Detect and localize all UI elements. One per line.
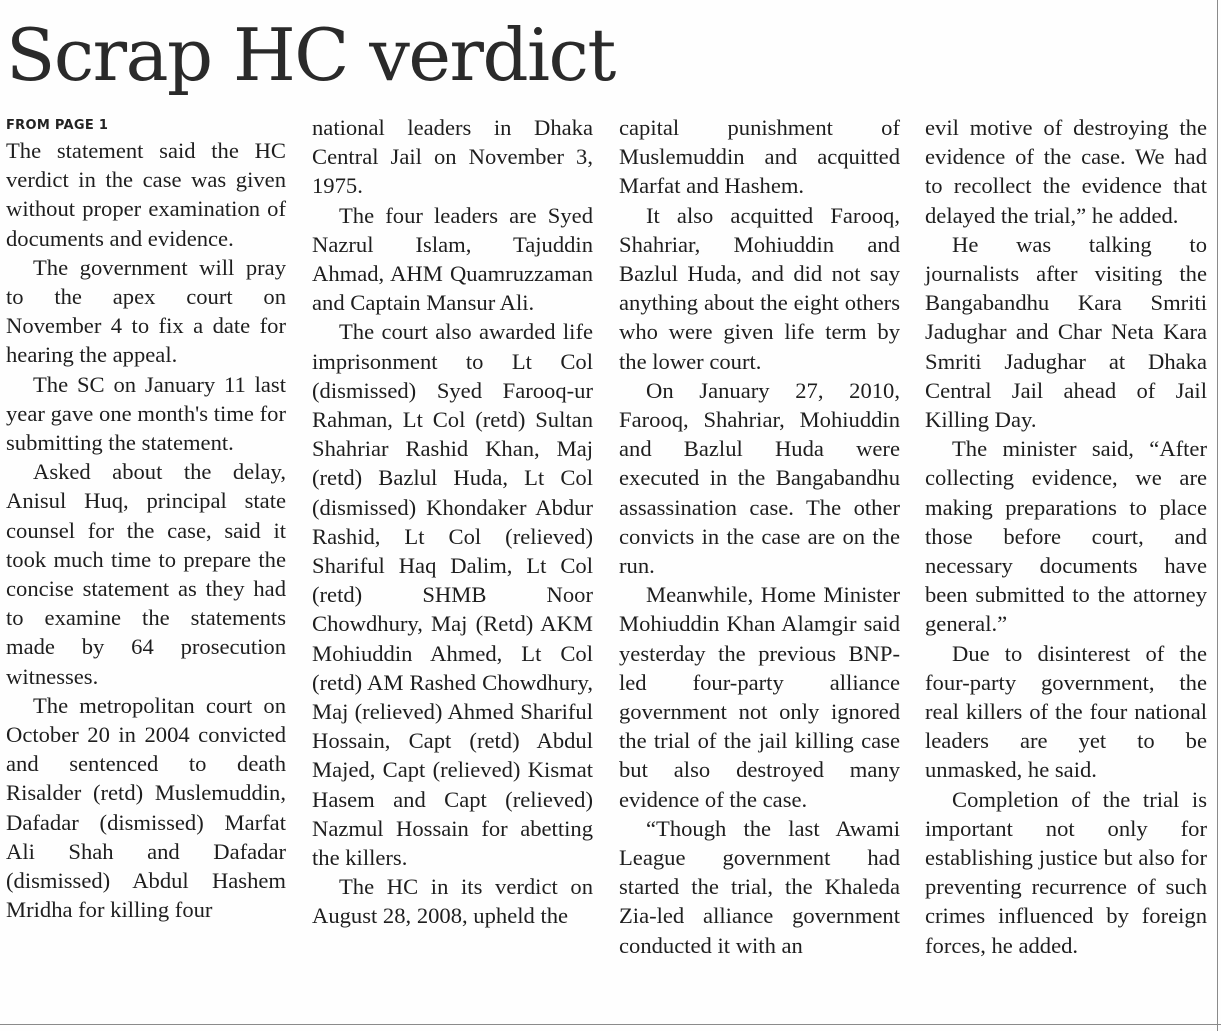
paragraph: Asked about the delay, Anisul Huq, principal state counsel for the case, said it took much time to prepare the concise statement as they had to examine the statements made by 64 prosecution witnesses. (6, 459, 286, 689)
paragraph: Completion of the trial is important not only for establishing justice but also for preventing recurrence of such crimes influenced by foreign forces, he added. (925, 786, 1207, 958)
article-column-1 (6, 113, 286, 924)
paragraph: The court also awarded life imprisonment to Lt Col (dismissed) Syed Farooq-ur Rahman, Lt Col (retd) Sultan Shahriar Rashid Khan, Maj (retd) Bazlul Huda, Lt Col (dismissed) Khondaker Abdur Rashid, Lt Col (relieved) Shariful Haq Dalim, Lt Col (retd) SHMB Noor Chowdhury, Maj (Retd) AKM Mohiuddin Ahmed, Lt Col (retd) AM Rashed Chowdhury, Maj (relieved) Ahmed Shariful Hossain, Capt (retd) Abdul Majed, Capt (relieved) Kismat Hasem and Capt (relieved) Nazmul Hossain for abetting the killers. (312, 319, 593, 871)
paragraph: capital punishment of Muslemuddin and acquitted Marfat and Hashem. (619, 115, 900, 199)
paragraph: The government will pray to the apex court on November 4 to fix a date for hearing the appeal. (6, 254, 286, 368)
continued-from-label: FROM PAGE 1 (6, 118, 109, 133)
paragraph: The minister said, “After collecting evidence, we are making preparations to place those before court, and necessary documents have been submitted to the attorney general.” (925, 436, 1207, 637)
paragraph: The metropolitan court on October 20 in 2004 convicted and sentenced to death Risalder (retd) Muslemuddin, Dafadar (dismissed) Marfat Ali Shah and Dafadar (dismissed) Abdul Hashem Mridha for killing four (6, 692, 286, 923)
paragraph: Meanwhile, Home Minister Mohiuddin Khan Alamgir said yesterday the previous BNP-led four-party alliance government not only ignored the trial of the jail killing case but also destroyed many evidence of the case. (619, 582, 900, 812)
paragraph: evil motive of destroying the evidence of the case. We had to recollect the evidence that delayed the trial,” he added. (925, 115, 1207, 228)
paragraph: It also acquitted Farooq, Shahriar, Mohiuddin and Bazlul Huda, and did not say anything about the eight others who were given life term by the lower court. (619, 202, 900, 374)
paragraph: national leaders in Dhaka Central Jail on November 3, 1975. (312, 115, 593, 199)
paragraph: He was talking to journalists after visiting the Bangabandhu Kara Smriti Jadughar and Char Neta Kara Smriti Jadughar at Dhaka Central Jail ahead of Jail Killing Day. (925, 231, 1207, 433)
paragraph: The four leaders are Syed Nazrul Islam, Tajuddin Ahmad, AHM Quamruzzaman and Captain Mansur Ali. (312, 202, 593, 316)
paragraph: The HC in its verdict on August 28, 2008, upheld the (312, 874, 593, 929)
article-column-4 (925, 113, 1207, 960)
paragraph: Due to disinterest of the four-party government, the real killers of the four national leaders are yet to be unmasked, he said. (925, 640, 1207, 783)
right-border-rule (1217, 0, 1218, 1031)
paragraph: On January 27, 2010, Farooq, Shahriar, Mohiuddin and Bazlul Huda were executed in the Bangabandhu assassination case. The other convicts in the case are on the run. (619, 377, 900, 579)
article-column-2 (312, 113, 593, 931)
article-column-3 (619, 113, 900, 960)
paragraph: The statement said the HC verdict in the case was given without proper examination of documents and evidence. (6, 138, 286, 251)
headline: Scrap HC verdict (6, 13, 615, 97)
paragraph: “Though the last Awami League government had started the trial, the Khaleda Zia-led alliance government conducted it with an (619, 815, 900, 958)
paragraph: The SC on January 11 last year gave one month's time for submitting the statement. (6, 371, 286, 456)
bottom-border-rule (0, 1024, 1221, 1025)
